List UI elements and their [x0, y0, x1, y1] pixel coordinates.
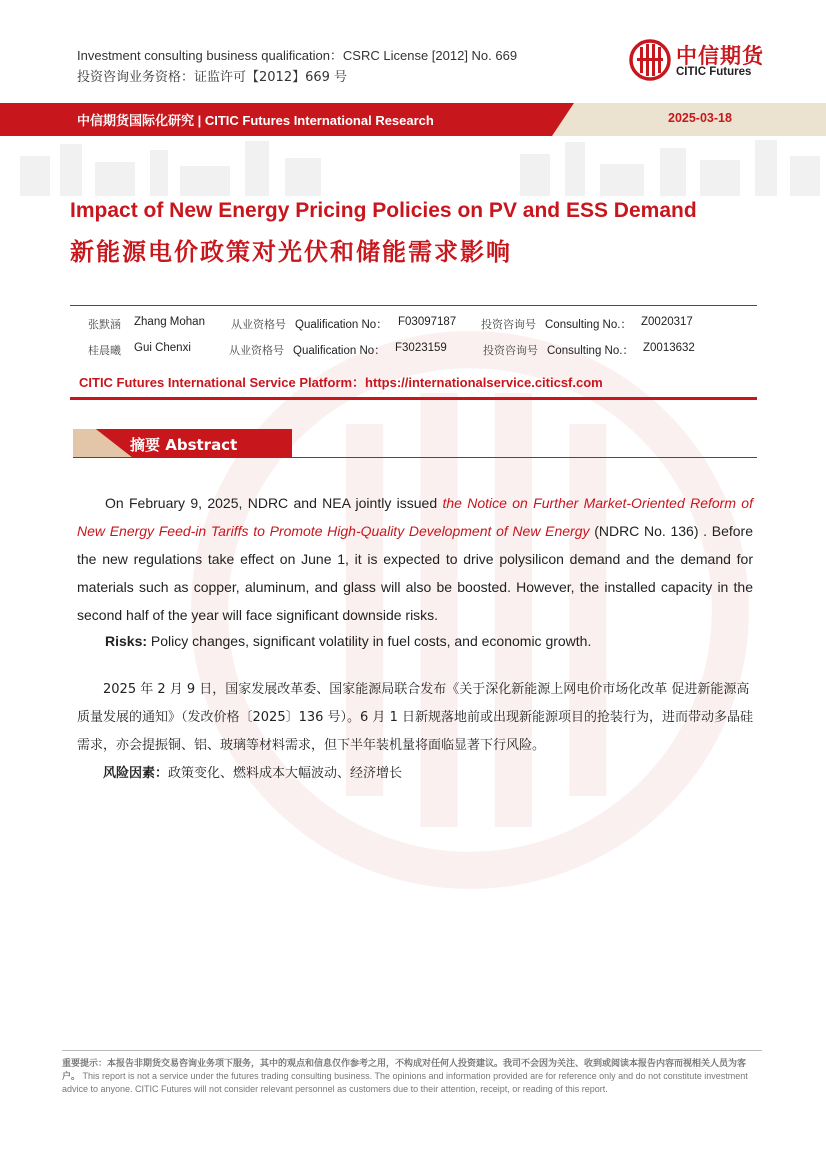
consulting-label-cn: 投资咨询号 — [483, 344, 538, 357]
author-name-cn: 桂晨曦 — [88, 344, 121, 357]
consulting-label-en: Consulting No.： — [547, 345, 634, 357]
qualification-cn: 投资咨询业务资格：证监许可【2012】669 号 — [77, 70, 348, 85]
divider — [70, 305, 757, 306]
risks-text: Policy changes, significant volatility in fuel costs, and economic growth. — [147, 633, 592, 649]
qualification-label-en: Qualification No： — [293, 345, 386, 357]
risks-text-cn: 政策变化、燃料成本大幅波动、经济增长 — [168, 766, 403, 781]
consulting-label-en: Consulting No.： — [545, 319, 632, 331]
qualification-number: F3023159 — [395, 342, 447, 354]
risks-label-cn: 风险因素： — [103, 766, 169, 781]
risks-paragraph-cn — [77, 760, 753, 788]
disclaimer — [62, 1057, 760, 1095]
disclaimer-cn: 重要提示：本报告非期货交易咨询业务项下服务，其中的观点和信息仅作参考之用，不构成对任何人投资建议。我司不会因为关注、收到或阅读本报告内容而视相关人员为客户。 — [62, 1059, 747, 1082]
logo-name-en: CITIC Futures — [676, 66, 752, 78]
citic-logo-icon — [628, 38, 672, 82]
report-date: 2025-03-18 — [668, 111, 732, 125]
risks-label: Risks: — [105, 633, 148, 649]
consulting-number: Z0020317 — [641, 316, 693, 328]
author-name-en: Zhang Mohan — [134, 316, 205, 328]
abstract-text: On February 9, 2025, NDRC and NEA jointly issued — [105, 495, 443, 511]
notice-title-link[interactable]: the Notice on Further Market-Oriented Reform of New Energy Feed-in Tariffs to Promote High-Quality Development of New Energy — [77, 495, 753, 539]
qualification-en: Investment consulting business qualification：CSRC License [2012] No. 669 — [77, 48, 518, 63]
report-title-cn: 新能源电价政策对光伏和储能需求影响 — [70, 238, 512, 266]
disclaimer-en: This report is not a service under the futures trading consulting business. The opinions and information provided are for reference only and do not constitute investment advice to anyone. CITIC Futures will not consider relevant personnel as customers due to their attention, receipt, or reading of this report. — [62, 1071, 748, 1094]
header-band-text: 中信期货国际化研究 | CITIC Futures International Research — [77, 113, 434, 128]
divider — [70, 397, 757, 400]
consulting-label-cn: 投资咨询号 — [481, 318, 536, 331]
abstract-paragraph-cn: 2025 年 2 月 9 日，国家发展改革委、国家能源局联合发布《关于深化新能源上网电价市场化改革 促进新能源高质量发展的通知》（发改价格〔2025〕136 号）。6 月 1 日新规落地前或出现新能源项目的抢装行为，进而带动多晶硅需求，亦会提振铜、铝、玻璃等材料需求，但下半年装机量将面临显著下行风险。 — [77, 682, 753, 753]
consulting-number: Z0013632 — [643, 342, 695, 354]
abstract-heading: 摘要 Abstract — [130, 436, 238, 454]
skyline-decoration — [0, 136, 826, 196]
qualification-number: F03097187 — [398, 316, 457, 328]
author-name-cn: 张默涵 — [88, 318, 121, 331]
author-name-en: Gui Chenxi — [134, 342, 191, 354]
footer-divider — [62, 1050, 762, 1051]
report-title-en: Impact of New Energy Pricing Policies on PV and ESS Demand — [70, 199, 697, 222]
logo-name-cn: 中信期货 — [676, 44, 764, 68]
qualification-label-cn: 从业资格号 — [231, 318, 286, 331]
qualification-label-cn: 从业资格号 — [229, 344, 284, 357]
abstract-text: (NDRC No. 136) . Before the new regulations take effect on June 1, it is expected to drive polysilicon demand and the demand for materials such as copper, aluminum, and glass will also be boosted. However, the installed capacity in the second half of the year will face significant downside risks. — [77, 523, 754, 623]
risks-paragraph-en — [77, 627, 753, 655]
qualification-label-en: Qualification No： — [295, 319, 388, 331]
service-platform-link[interactable]: CITIC Futures International Service Platform：https://internationalservice.citicsf.com — [79, 375, 603, 390]
abstract-underline — [73, 457, 757, 458]
abstract-paragraph-en — [77, 489, 753, 629]
